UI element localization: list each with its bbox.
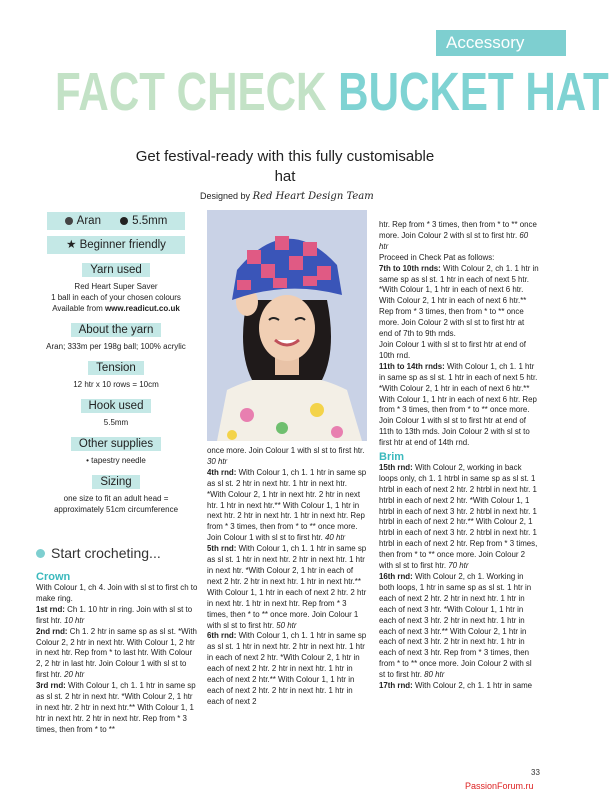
instructions-column-3 — [379, 220, 539, 692]
title-word-2: BUCKET HAT — [338, 62, 609, 122]
info-section-text: Red Heart Super Saver 1 ball in each of your chosen colours Available from www.readicut.co.uk — [51, 282, 181, 313]
start-crocheting-heading: Start crocheting... — [36, 545, 161, 561]
info-section-text: Aran; 333m per 198g ball; 100% acrylic — [46, 342, 186, 351]
info-section — [36, 320, 196, 352]
brim-heading: Brim — [379, 451, 405, 464]
instruction-round: With Colour 1, ch 4. Join with sl st to first ch to make ring. — [36, 583, 198, 603]
retailer-link[interactable]: www.readicut.co.uk — [104, 304, 180, 313]
pattern-info-column — [36, 212, 196, 515]
page-number: 33 — [531, 768, 540, 777]
info-section — [36, 434, 196, 466]
info-section — [36, 260, 196, 314]
info-section-heading: Other supplies — [71, 437, 161, 451]
instructions-column-1 — [36, 583, 199, 736]
instruction-round: 15th rnd: With Colour 2, working in back loops only, ch 1. 1 htrbl in same sp as sl st. 1 htrbl in each of next 2 htr. 2 htrbl in next htr. 1 htrbl in each of next 2 htr. *With Colour 1, 1 htrbl in each of next 3 htr. 2 htrbl in next htr. 1 htrbl in each of next 2 htr.** With Colour 2, 1 htrbl in each of next 3 htr. 2 htrbl in next htr. 1 htrbl in each of next 2 htr. Rep from * 3 times, then from * to ** once more. Join Colour 2 with sl st to first htr. 70 htr — [379, 462, 538, 571]
info-section-text: one size to fit an adult head = approximately 51cm circumference — [53, 494, 179, 514]
model-wearing-hat-image — [207, 210, 367, 441]
info-section-text: • tapestry needle — [86, 456, 146, 465]
instruction-round: 6th rnd: With Colour 1, ch 1. 1 htr in same sp as sl st. 1 htr in next htr. 2 htr in next htr. 1 htr in each of next 2 htr. *With Colour 2, 1 htr in each of next 2 htr. 2 htr in next htr. 1 htr in each of next 2 htr.** With Colour 1, 1 htr in each of next 2 htr. 2 htr in next htr. 1 htr in each of next 2 — [207, 631, 367, 706]
info-section-heading: About the yarn — [71, 323, 162, 337]
instruction-round: 17th rnd: With Colour 2, ch 1. 1 htr in same — [379, 681, 533, 691]
hook-size: 5.5mm — [132, 215, 168, 227]
info-section-heading: Yarn used — [82, 263, 150, 277]
designer-name: Red Heart Design Team — [252, 191, 374, 202]
instructions-column-2 — [207, 446, 367, 708]
info-section — [36, 358, 196, 390]
yarn-hook-spec — [47, 212, 185, 230]
instruction-round: 16th rnd: With Colour 2, ch 1. Working in both loops, 1 htr in same sp as sl st. 1 htr in each of next 2 htr. 2 htr in next htr. 1 htr in each of next 3 htr. *With Colour 1, 1 htr in each of next 3 htr. 2 htr in next htr. 1 htr in each of next 3 htr.** With Colour 2, 1 htr in each of next 3 htr. 2 htr in next htr. 1 htr in each of next 3 htr. Rep from * 3 times, then from * to ** once more. Join Colour 2 with sl st to first htr. 80 htr — [379, 572, 532, 680]
instruction-round: htr. Rep from * 3 times, then from * to ** once more. Join Colour 2 with sl st to first htr. 60 htr — [379, 220, 537, 251]
instruction-round: 3rd rnd: With Colour 1, ch 1. 1 htr in same sp as sl st. 2 htr in next htr. *With Colour 2, 1 htr in next htr. 2 htr in next htr.** With Colour 1, 1 htr in next htr. 2 htr in next htr. Rep from * 3 times, then from * to ** — [36, 681, 196, 734]
yarn-weight: Aran — [76, 215, 101, 227]
yarn-ball-icon — [65, 217, 73, 225]
info-section-heading: Tension — [88, 361, 144, 375]
designer-credit — [200, 191, 400, 202]
instruction-round: 5th rnd: With Colour 1, ch 1. 1 htr in same sp as sl st. 1 htr in next htr. 2 htr in next htr. 1 htr in next htr. *With Colour 2, 1 htr in each of next 2 htr. 2 htr in next htr. 1 htr in next htr.** With Colour 1, 1 htr in each of next 2 htr. 2 htr in next htr. 1 htr in next htr. Rep from * 3 times, then * to ** once more. Join Colour 1 with sl st to first htr. 50 htr — [207, 544, 367, 630]
hat-photo — [207, 210, 367, 441]
info-section-text: 12 htr x 10 rows = 10cm — [73, 380, 159, 389]
crown-heading: Crown — [36, 571, 71, 583]
instruction-round: Proceed in Check Pat as follows: — [379, 252, 495, 262]
watermark: PassionForum.ru — [465, 781, 534, 791]
page-title — [55, 62, 609, 122]
info-section-heading: Sizing — [92, 475, 139, 489]
instruction-round: 1st rnd: Ch 1. 10 htr in ring. Join with sl st to first htr. 10 htr — [36, 604, 193, 625]
designer-prefix: Designed by — [200, 191, 251, 201]
skill-level: ★ Beginner friendly — [47, 236, 185, 254]
title-word-1: FACT CHECK — [55, 62, 327, 122]
instruction-round: 11th to 14th rnds: With Colour 1, ch 1. 1 htr in same sp as sl st. 1 htr in each of next 5 htr. *With Colour 2, 1 htr in each of next 6 htr.** With Colour 1, 1 htr in each of next 6 htr. Rep from * 3 times, then from * to ** once more. Join Colour 1 with sl st to first htr at end of 11th to 13th rnds. Join Colour 2 with sl st to first htr at end of 14th rnd. — [379, 361, 538, 448]
bullet-dot-icon — [36, 549, 45, 558]
info-section-text: 5.5mm — [103, 418, 129, 427]
instruction-round: Join Colour 1 with sl st to first htr at end of 10th rnd. — [379, 339, 526, 360]
instruction-round: 2nd rnd: Ch 1. 2 htr in same sp as sl st. *With Colour 2, 2 htr in next htr. With Colour 1, 2 htr in next htr. Rep from * to last htr. With Colour 2, 2 htr in last htr. Join Colour 1 with sl st to first htr. 20 htr — [36, 626, 197, 680]
instruction-round: 7th to 10th rnds: With Colour 2, ch 1. 1 htr in same sp as sl st. 1 htr in each of next 5 htr. *With Colour 1, 1 htr in each of next 6 htr. With Colour 2, 1 htr in each of next 6 htr.** Rep from * 3 times, then from * to ** once more. Join Colour 2 with sl st to first htr at end of 7th to 9th rnds. — [379, 263, 539, 339]
info-section — [36, 396, 196, 428]
instruction-round: once more. Join Colour 1 with sl st to first htr. 30 htr — [207, 446, 365, 466]
info-section-heading: Hook used — [81, 399, 152, 413]
info-section — [36, 472, 196, 515]
instruction-round: 4th rnd: With Colour 1, ch 1. 1 htr in same sp as sl st. 2 htr in next htr. 1 htr in next htr. *With Colour 2, 1 htr in next htr. 2 htr in next htr. 1 htr in next htr.** With Colour 1, 1 htr in next htr. 2 htr in next htr. 1 htr in next htr. Rep from * 3 times, then from * to ** once more. Join Colour 1 with sl st to first htr. 40 htr — [207, 467, 367, 543]
section-tab: Accessory — [436, 30, 566, 56]
hook-icon — [120, 217, 128, 225]
subtitle: Get festival-ready with this fully customisable hat — [135, 148, 435, 185]
